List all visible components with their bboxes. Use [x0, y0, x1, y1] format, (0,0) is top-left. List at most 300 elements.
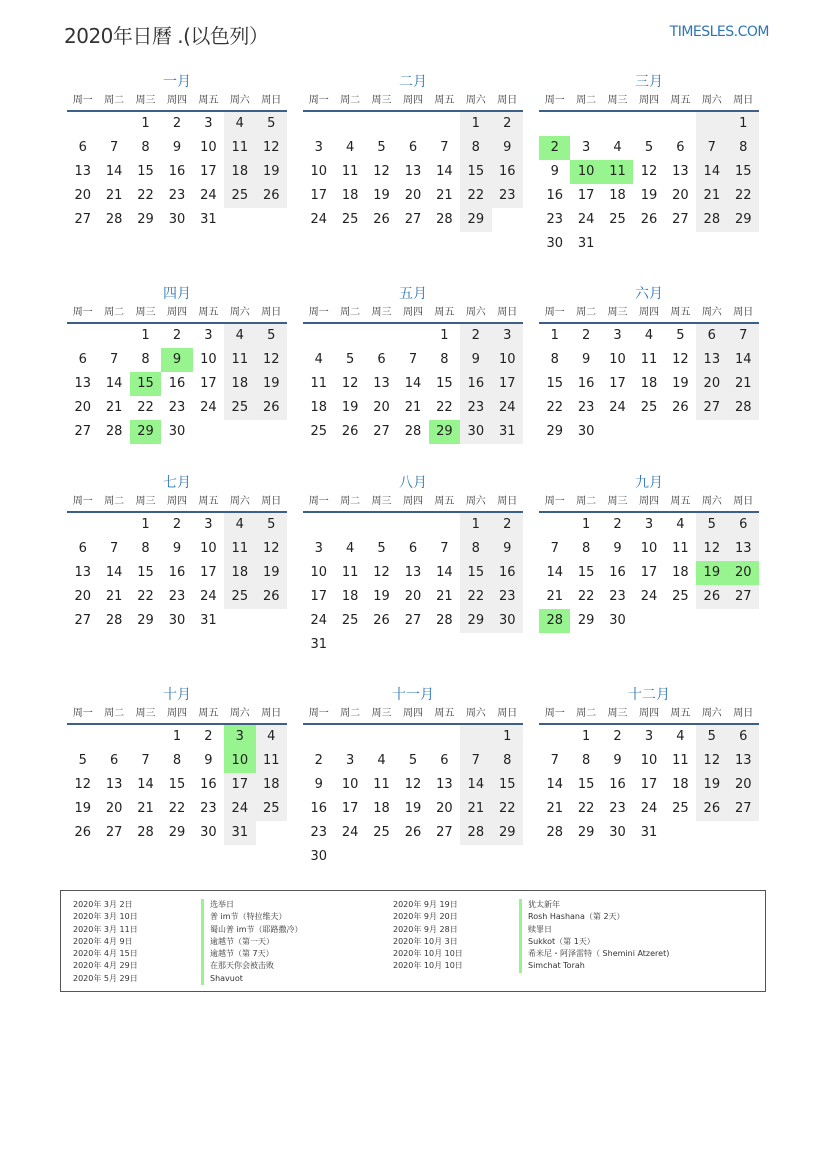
day-cell: 2	[492, 513, 523, 537]
day-cell: 26	[373, 613, 390, 628]
empty-cell	[633, 112, 664, 136]
day-cell: 13	[436, 777, 453, 792]
day-cell: 15	[137, 565, 154, 580]
weekday-label: 周四	[638, 95, 659, 106]
month-name: 十月	[163, 687, 191, 703]
day-cell: 5	[256, 513, 287, 537]
day-cell: 6	[696, 324, 727, 348]
day-cell: 10	[640, 753, 658, 768]
day-cell: 23	[168, 188, 186, 203]
day-cell: 30	[609, 613, 626, 628]
weekday-label: 周二	[104, 708, 125, 719]
day-cell: 4	[644, 328, 654, 343]
weekday-label: 周一	[544, 307, 565, 318]
day-cell: 16	[168, 565, 186, 580]
day-cell: 14	[137, 777, 154, 792]
day-cell: 31	[224, 821, 255, 845]
weekday-label: 周四	[638, 307, 659, 318]
day-cell: 30	[200, 825, 217, 840]
holiday-day-cell: 9	[161, 348, 192, 372]
day-cell: 18	[224, 372, 255, 396]
legend-date: 2020年 4月 9日	[73, 936, 133, 946]
day-cell: 10	[640, 541, 658, 556]
day-cell: 16	[492, 160, 523, 184]
day-cell: 4	[345, 541, 355, 556]
weekday-label: 周三	[607, 708, 628, 719]
legend-date: 2020年 3月 2日	[73, 900, 133, 909]
weekday-label: 周六	[701, 95, 722, 106]
day-cell: 30	[492, 609, 523, 633]
legend-holiday-name: 选举日	[201, 899, 303, 911]
day-cell: 22	[137, 589, 154, 604]
weekday-label: 周六	[229, 95, 250, 106]
day-cell: 10	[341, 777, 359, 792]
day-cell: 1	[141, 517, 150, 532]
day-cell: 31	[200, 212, 217, 227]
legend-date: 2020年 9月 20日	[393, 912, 458, 922]
day-cell: 16	[609, 565, 626, 580]
day-cell: 9	[613, 753, 622, 768]
day-cell: 28	[696, 208, 727, 232]
weekday-label: 周四	[402, 307, 423, 318]
weekday-label: 周三	[371, 496, 392, 507]
day-cell: 27	[373, 424, 390, 439]
weekday-header	[67, 304, 287, 324]
month-name: 四月	[163, 286, 191, 302]
month-name: 三月	[635, 74, 663, 90]
day-cell: 27	[672, 212, 689, 227]
weekday-label: 周四	[402, 496, 423, 507]
day-cell: 26	[696, 797, 727, 821]
holiday-day-cell: 10	[224, 749, 255, 773]
day-cell: 25	[310, 424, 327, 439]
day-cell: 23	[200, 801, 217, 816]
day-cell: 23	[609, 589, 626, 604]
day-cell: 31	[310, 637, 327, 652]
day-cell: 13	[672, 164, 689, 179]
day-cell: 27	[404, 613, 422, 628]
day-cell: 25	[224, 184, 255, 208]
legend-holiday-name: Rosh Hashana（第 2天）	[519, 911, 669, 923]
day-cell: 3	[204, 328, 213, 343]
day-cell: 7	[550, 753, 559, 768]
day-cell: 15	[436, 376, 453, 391]
day-cell: 5	[676, 328, 685, 343]
day-cell: 2	[460, 324, 491, 348]
day-cell: 29	[460, 609, 491, 633]
day-cell: 25	[373, 825, 390, 840]
day-cell: 9	[204, 753, 213, 768]
day-grid	[303, 513, 523, 657]
day-cell: 15	[577, 777, 595, 792]
holiday-day-cell: 3	[224, 725, 255, 749]
empty-cell	[397, 324, 428, 348]
weekday-header	[67, 493, 287, 513]
day-cell: 19	[640, 188, 658, 203]
day-cell: 15	[728, 160, 759, 184]
weekday-label: 周二	[576, 307, 597, 318]
weekday-label: 周四	[166, 496, 187, 507]
day-cell: 1	[141, 328, 150, 343]
day-cell: 6	[78, 541, 87, 556]
day-grid	[539, 324, 759, 444]
weekday-label: 周五	[670, 496, 691, 507]
day-cell: 11	[224, 348, 255, 372]
month-block	[67, 685, 287, 845]
month-block	[67, 72, 287, 232]
weekday-label: 周二	[340, 496, 361, 507]
day-cell: 7	[696, 136, 727, 160]
day-cell: 9	[492, 537, 523, 561]
day-cell: 30	[168, 212, 186, 227]
month-name: 九月	[635, 475, 663, 491]
day-cell: 22	[137, 188, 154, 203]
day-cell: 30	[460, 420, 491, 444]
day-cell: 8	[141, 352, 150, 367]
day-cell: 27	[105, 825, 123, 840]
legend-date: 2020年 3月 11日	[73, 924, 138, 934]
weekday-label: 周三	[135, 496, 156, 507]
day-cell: 24	[640, 801, 658, 816]
weekday-header	[539, 304, 759, 324]
day-cell: 22	[460, 585, 491, 609]
legend-holiday-name: Shavuot	[201, 973, 303, 985]
empty-cell	[665, 112, 696, 136]
day-cell: 19	[256, 561, 287, 585]
month-block	[303, 473, 523, 657]
day-cell: 11	[672, 753, 689, 768]
day-cell: 4	[224, 513, 255, 537]
day-cell: 31	[577, 236, 595, 251]
weekday-label: 周一	[544, 95, 565, 106]
day-cell: 12	[696, 537, 727, 561]
weekday-label: 周日	[497, 496, 518, 507]
weekday-label: 周二	[104, 95, 125, 106]
weekday-label: 周日	[497, 307, 518, 318]
day-cell: 11	[672, 541, 689, 556]
day-grid	[539, 112, 759, 256]
legend-holiday-name: 普 im节（特拉维夫）	[201, 911, 303, 923]
day-cell: 26	[640, 212, 658, 227]
day-cell: 1	[141, 116, 150, 131]
day-cell: 8	[581, 753, 591, 768]
month-block	[539, 473, 759, 633]
month-block	[303, 72, 523, 232]
day-cell: 1	[550, 328, 559, 343]
weekday-label: 周二	[576, 95, 597, 106]
empty-cell	[429, 112, 460, 136]
day-cell: 3	[314, 140, 323, 155]
day-cell: 1	[581, 517, 591, 532]
day-cell: 27	[696, 396, 727, 420]
day-cell: 2	[613, 729, 622, 744]
holiday-day-cell: 11	[602, 160, 633, 184]
day-cell: 15	[546, 376, 563, 391]
legend-date: 2020年 10月 10日	[393, 949, 463, 959]
weekday-label: 周五	[198, 307, 219, 318]
month-block	[67, 473, 287, 633]
day-cell: 16	[492, 561, 523, 585]
day-cell: 16	[577, 376, 595, 391]
day-cell: 21	[546, 589, 563, 604]
day-cell: 17	[200, 565, 217, 580]
day-cell: 1	[492, 725, 523, 749]
day-cell: 26	[256, 396, 287, 420]
day-cell: 14	[404, 376, 422, 391]
day-cell: 18	[373, 801, 390, 816]
day-cell: 19	[256, 160, 287, 184]
empty-cell	[366, 112, 397, 136]
day-cell: 18	[224, 561, 255, 585]
day-cell: 6	[440, 753, 449, 768]
day-cell: 7	[440, 541, 449, 556]
weekday-label: 周五	[198, 496, 219, 507]
day-cell: 6	[728, 513, 759, 537]
day-cell: 11	[341, 565, 359, 580]
weekday-label: 周二	[340, 708, 361, 719]
empty-cell	[98, 725, 129, 749]
holiday-day-cell: 28	[539, 609, 570, 633]
day-cell: 4	[676, 729, 685, 744]
day-cell: 20	[404, 188, 422, 203]
day-cell: 28	[105, 424, 123, 439]
empty-cell	[602, 112, 633, 136]
day-cell: 17	[492, 372, 523, 396]
day-cell: 16	[460, 372, 491, 396]
day-cell: 20	[74, 188, 91, 203]
day-cell: 19	[373, 589, 390, 604]
weekday-header	[303, 92, 523, 112]
weekday-label: 周二	[104, 496, 125, 507]
empty-cell	[366, 513, 397, 537]
empty-cell	[366, 725, 397, 749]
day-cell: 11	[224, 537, 255, 561]
day-cell: 1	[460, 513, 491, 537]
day-cell: 10	[492, 348, 523, 372]
day-cell: 12	[256, 136, 287, 160]
day-cell: 29	[546, 424, 563, 439]
empty-cell	[429, 725, 460, 749]
day-cell: 1	[440, 328, 449, 343]
legend-holiday-name: 逾越节（第 7天）	[201, 948, 303, 960]
day-cell: 5	[696, 513, 727, 537]
day-cell: 1	[581, 729, 591, 744]
day-cell: 9	[613, 541, 622, 556]
empty-cell	[334, 112, 365, 136]
weekday-label: 周五	[434, 496, 455, 507]
day-cell: 17	[200, 164, 217, 179]
month-name: 八月	[399, 475, 427, 491]
day-cell: 9	[492, 136, 523, 160]
day-cell: 5	[256, 112, 287, 136]
weekday-label: 周六	[465, 307, 486, 318]
month-block	[539, 685, 759, 845]
legend-dates-left	[73, 899, 138, 985]
weekday-label: 周五	[198, 708, 219, 719]
weekday-label: 周四	[402, 708, 423, 719]
day-cell: 4	[224, 112, 255, 136]
weekday-label: 周一	[544, 496, 565, 507]
day-cell: 4	[224, 324, 255, 348]
day-cell: 13	[74, 565, 91, 580]
day-cell: 19	[696, 773, 727, 797]
day-cell: 7	[109, 352, 119, 367]
day-cell: 21	[696, 184, 727, 208]
legend-dates-right	[393, 899, 463, 973]
day-cell: 5	[345, 352, 355, 367]
day-cell: 12	[672, 352, 689, 367]
weekday-label: 周五	[670, 95, 691, 106]
day-cell: 5	[696, 725, 727, 749]
day-cell: 8	[141, 541, 150, 556]
legend-holiday-name: Simchat Torah	[519, 960, 669, 972]
day-cell: 23	[168, 589, 186, 604]
day-cell: 20	[436, 801, 453, 816]
day-cell: 10	[200, 352, 217, 367]
day-cell: 29	[460, 208, 491, 232]
empty-cell	[303, 112, 334, 136]
day-cell: 3	[204, 116, 213, 131]
day-cell: 28	[137, 825, 154, 840]
day-cell: 6	[78, 140, 87, 155]
weekday-label: 周三	[371, 307, 392, 318]
month-block	[303, 685, 523, 869]
day-cell: 15	[577, 565, 595, 580]
day-cell: 2	[314, 753, 323, 768]
day-cell: 4	[345, 140, 355, 155]
day-cell: 27	[404, 212, 422, 227]
weekday-label: 周一	[308, 307, 329, 318]
day-cell: 21	[546, 801, 563, 816]
day-cell: 19	[256, 372, 287, 396]
empty-cell	[98, 513, 129, 537]
weekday-label: 周日	[261, 307, 282, 318]
day-grid	[303, 324, 523, 444]
day-cell: 18	[310, 400, 327, 415]
day-grid	[67, 725, 287, 845]
day-cell: 11	[256, 749, 287, 773]
day-cell: 28	[105, 212, 123, 227]
day-grid	[303, 725, 523, 869]
weekday-label: 周三	[135, 95, 156, 106]
day-cell: 12	[373, 164, 390, 179]
day-cell: 16	[168, 164, 186, 179]
day-cell: 31	[640, 825, 658, 840]
day-cell: 27	[728, 797, 759, 821]
day-cell: 16	[310, 801, 327, 816]
day-cell: 2	[613, 517, 622, 532]
weekday-label: 周五	[670, 307, 691, 318]
day-cell: 1	[460, 112, 491, 136]
day-cell: 12	[256, 537, 287, 561]
day-cell: 28	[546, 825, 563, 840]
day-cell: 13	[373, 376, 390, 391]
empty-cell	[98, 324, 129, 348]
day-cell: 15	[137, 164, 154, 179]
holiday-day-cell: 20	[728, 561, 759, 585]
day-cell: 17	[310, 188, 327, 203]
weekday-label: 周日	[261, 95, 282, 106]
weekday-label: 周二	[104, 307, 125, 318]
holiday-day-cell: 2	[539, 136, 570, 160]
day-cell: 21	[404, 400, 422, 415]
day-cell: 30	[577, 424, 595, 439]
day-cell: 22	[492, 797, 523, 821]
month-name: 五月	[399, 286, 427, 302]
day-cell: 12	[373, 565, 390, 580]
day-cell: 23	[577, 400, 595, 415]
day-cell: 13	[728, 749, 759, 773]
day-cell: 26	[341, 424, 359, 439]
day-cell: 8	[460, 136, 491, 160]
day-cell: 22	[460, 184, 491, 208]
day-cell: 20	[74, 589, 91, 604]
day-cell: 1	[172, 729, 182, 744]
day-cell: 15	[492, 773, 523, 797]
day-cell: 17	[609, 376, 626, 391]
day-cell: 14	[105, 164, 123, 179]
day-cell: 3	[345, 753, 355, 768]
weekday-label: 周一	[308, 95, 329, 106]
day-cell: 11	[640, 352, 658, 367]
day-cell: 7	[141, 753, 150, 768]
weekday-label: 周一	[72, 95, 93, 106]
weekday-label: 周二	[576, 496, 597, 507]
day-cell: 6	[109, 753, 119, 768]
day-cell: 3	[644, 517, 654, 532]
day-cell: 22	[436, 400, 453, 415]
empty-cell	[67, 324, 98, 348]
day-cell: 18	[341, 188, 359, 203]
empty-cell	[67, 725, 98, 749]
weekday-header	[67, 705, 287, 725]
day-cell: 13	[728, 537, 759, 561]
day-cell: 7	[728, 324, 759, 348]
weekday-header	[303, 304, 523, 324]
day-cell: 28	[436, 613, 453, 628]
day-cell: 30	[168, 613, 186, 628]
weekday-label: 周一	[308, 708, 329, 719]
day-cell: 26	[74, 825, 91, 840]
legend-holiday-name: 蜀山普 im节（耶路撒冷）	[201, 924, 303, 936]
day-cell: 29	[168, 825, 186, 840]
day-cell: 24	[609, 400, 626, 415]
day-cell: 14	[105, 565, 123, 580]
day-cell: 8	[460, 537, 491, 561]
day-cell: 24	[341, 825, 359, 840]
day-cell: 26	[256, 585, 287, 609]
empty-cell	[366, 324, 397, 348]
day-cell: 5	[256, 324, 287, 348]
day-cell: 7	[109, 541, 119, 556]
day-cell: 22	[577, 801, 595, 816]
day-cell: 14	[436, 164, 453, 179]
day-cell: 18	[341, 589, 359, 604]
legend-date: 2020年 10月 10日	[393, 961, 463, 971]
day-cell: 24	[200, 188, 217, 203]
weekday-label: 周四	[166, 307, 187, 318]
legend-date: 2020年 5月 29日	[73, 973, 138, 983]
month-name: 七月	[163, 475, 191, 491]
day-cell: 19	[672, 376, 689, 391]
weekday-label: 周四	[166, 95, 187, 106]
weekday-header	[539, 705, 759, 725]
site-link[interactable]: TIMESLES.COM	[669, 24, 769, 40]
day-cell: 2	[492, 112, 523, 136]
day-cell: 17	[577, 188, 595, 203]
weekday-label: 周日	[497, 708, 518, 719]
day-cell: 5	[644, 140, 654, 155]
